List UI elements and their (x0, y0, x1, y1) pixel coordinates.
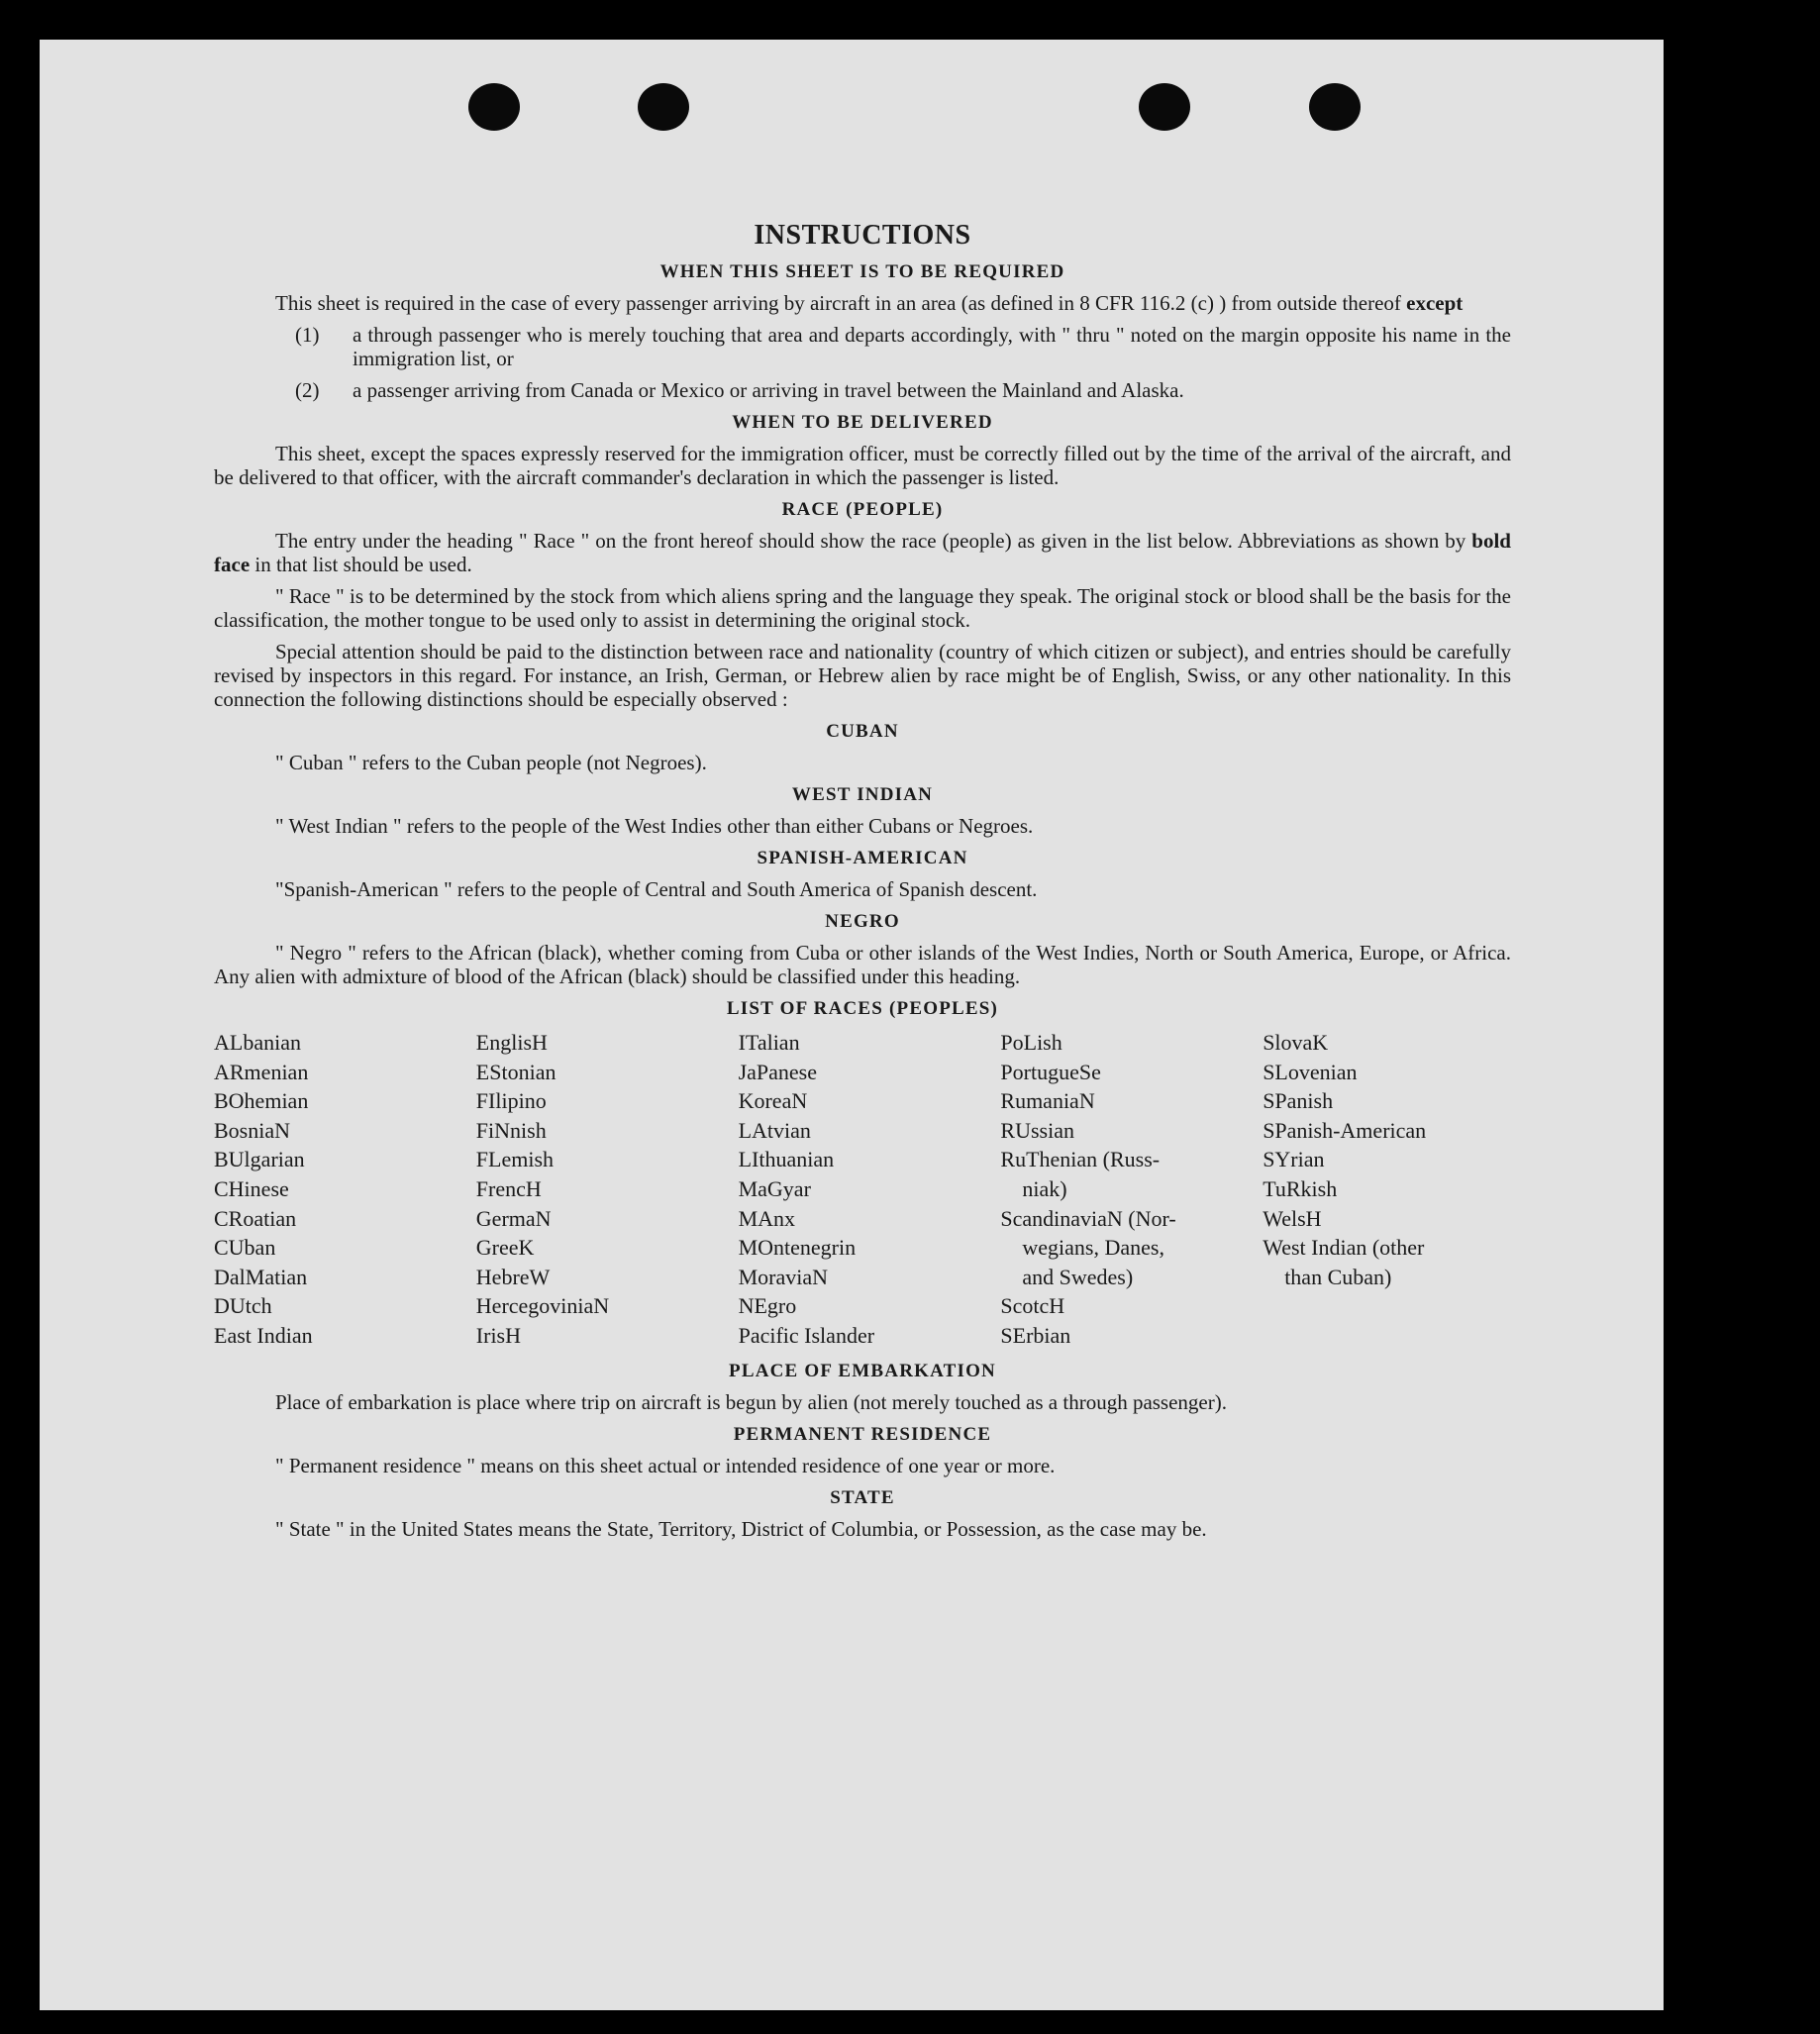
paragraph-race-1: The entry under the heading " Race " on the front hereof should show the race (people) as given in the list below. Abbreviations as shown by bold face in that list should be used. (214, 529, 1511, 576)
race-entry: MOntenegrin (738, 1235, 857, 1261)
race-entry: ITalian (738, 1030, 800, 1055)
paragraph-permanent-residence: " Permanent residence " means on this sheet actual or intended residence of one year or more. (275, 1453, 1056, 1477)
race-entry: SPanish-American (1263, 1117, 1427, 1143)
document-page (40, 40, 1664, 2010)
heading-list-of-races: LIST OF RACES (PEOPLES) (726, 998, 999, 1019)
paragraph-west-indian: " West Indian " refers to the people of the West Indies other than either Cubans or Negroes. (275, 814, 1034, 838)
list-item: (1) a through passenger who is merely touching that area and departs accordingly, with " thru " noted on the margin opposite his name in the immigration list, or (295, 323, 1511, 370)
paragraph-spanish-american: "Spanish-American " refers to the people of Central and South America of Spanish descent. (275, 877, 1038, 901)
punch-hole (1309, 83, 1361, 131)
race-entry: DUtch (214, 1293, 272, 1319)
paragraph-cuban: " Cuban " refers to the Cuban people (not Negroes). (275, 751, 707, 774)
race-entry: GermaN (475, 1205, 552, 1231)
race-entry: SLovenian (1263, 1059, 1358, 1084)
race-entry: FIlipino (475, 1088, 547, 1114)
race-entry: FiNnish (475, 1117, 547, 1143)
race-entry: PoLish (1000, 1030, 1062, 1055)
race-entry: Pacific Islander (738, 1322, 875, 1348)
punch-hole (638, 83, 689, 131)
race-entry: WelsH (1263, 1205, 1322, 1231)
race-entry: niak) (1000, 1175, 1067, 1201)
race-entry: RumaniaN (1000, 1088, 1095, 1114)
paragraph-state: " State " in the United States means the State, Territory, District of Columbia, or Possession, as the case may be. (275, 1516, 1207, 1541)
heading-race: RACE (PEOPLE) (781, 499, 944, 520)
race-entry: DalMatian (214, 1264, 308, 1289)
race-entry: GreeK (475, 1235, 535, 1261)
punch-hole (1139, 83, 1190, 131)
paragraph-required: This sheet is required in the case of every passenger arriving by aircraft in an area (as defined in 8 CFR 116.2 (c) ) from outside thereof except (275, 291, 1464, 315)
paragraph-negro: " Negro " refers to the African (black), whether coming from Cuba or other islands of the West Indies, North or South America, Europe, or Africa. Any alien with admixture of blood of the African (black) should be classified under this heading. (214, 941, 1511, 988)
race-entry: CHinese (214, 1175, 289, 1201)
race-entry: ALbanian (214, 1030, 301, 1055)
races-column (214, 1028, 462, 1351)
heading-state: STATE (830, 1486, 895, 1508)
race-entry: SErbian (1000, 1322, 1071, 1348)
paragraph-embarkation: Place of embarkation is place where trip on aircraft is begun by alien (not merely touched as a through passenger). (275, 1389, 1227, 1414)
race-entry: LIthuanian (738, 1147, 835, 1172)
race-entry: BosniaN (214, 1117, 290, 1143)
race-entry: SPanish (1263, 1088, 1334, 1114)
heading-permanent-residence: PERMANENT RESIDENCE (733, 1423, 992, 1445)
race-entry: PortugueSe (1000, 1059, 1101, 1084)
races-column (739, 1028, 987, 1351)
race-entry: BOhemian (214, 1088, 309, 1114)
race-entry: KoreaN (738, 1088, 808, 1114)
race-entry: LAtvian (738, 1117, 811, 1143)
heading-spanish-american: SPANISH-AMERICAN (757, 848, 968, 868)
race-entry: CUban (214, 1235, 276, 1261)
race-entry: TuRkish (1263, 1175, 1338, 1201)
race-entry: and Swedes) (1000, 1264, 1134, 1289)
paragraph-race-2: " Race " is to be determined by the stock from which aliens spring and the language they speak. The original stock or blood shall be the basis for the classification, the mother tongue to be used only to assist in determining the original stock. (214, 584, 1511, 632)
race-entry: ScotcH (1000, 1293, 1065, 1319)
race-entry: ScandinaviaN (Nor- (1000, 1205, 1176, 1231)
page-title: INSTRUCTIONS (754, 220, 971, 251)
heading-west-indian: WEST INDIAN (791, 784, 934, 805)
race-entry: West Indian (other (1263, 1235, 1425, 1261)
race-entry: RuThenian (Russ- (1000, 1147, 1161, 1172)
heading-negro: NEGRO (825, 911, 900, 932)
paragraph-race-3: Special attention should be paid to the distinction between race and nationality (country of which citizen or subject), and entries should be carefully revised by inspectors in this regard. For instance, an Irish, German, or Hebrew alien by race might be of English, Swiss, or any other nationality. In this connection the following distinctions should be especially observed : (214, 640, 1511, 711)
race-entry: ARmenian (214, 1059, 309, 1084)
heading-delivered: WHEN TO BE DELIVERED (732, 412, 993, 433)
race-entry: EnglisH (475, 1030, 548, 1055)
race-entry: FLemish (475, 1147, 555, 1172)
races-list (214, 1028, 1511, 1351)
instructions-body (214, 178, 1511, 1549)
race-entry: IrisH (475, 1322, 522, 1348)
punch-hole (468, 83, 520, 131)
race-entry: NEgro (738, 1293, 797, 1319)
race-entry: than Cuban) (1263, 1264, 1392, 1289)
race-entry: MoraviaN (738, 1264, 829, 1289)
races-column (476, 1028, 725, 1351)
race-entry: SlovaK (1263, 1030, 1329, 1055)
heading-embarkation: PLACE OF EMBARKATION (729, 1360, 996, 1381)
heading-required: WHEN THIS SHEET IS TO BE REQUIRED (659, 261, 1065, 282)
races-column (1000, 1028, 1249, 1351)
race-entry: MaGyar (738, 1175, 811, 1201)
heading-cuban: CUBAN (826, 721, 899, 742)
paragraph-delivered: This sheet, except the spaces expressly reserved for the immigration officer, must be correctly filled out by the time of the arrival of the aircraft, and be delivered to that officer, with the aircraft commander's declaration in which the passenger is listed. (214, 442, 1511, 489)
race-entry: East Indian (214, 1322, 313, 1348)
race-entry: SYrian (1263, 1147, 1325, 1172)
race-entry: JaPanese (738, 1059, 818, 1084)
list-item: (2) a passenger arriving from Canada or Mexico or arriving in travel between the Mainland and Alaska. (295, 378, 1184, 402)
race-entry: HebreW (475, 1264, 551, 1289)
race-entry: BUlgarian (214, 1147, 305, 1172)
races-column (1263, 1028, 1511, 1351)
race-entry: RUssian (1000, 1117, 1074, 1143)
race-entry: CRoatian (214, 1205, 297, 1231)
race-entry: FrencH (475, 1175, 542, 1201)
race-entry: MAnx (738, 1205, 796, 1231)
race-entry: HercegoviniaN (475, 1293, 610, 1319)
race-entry: EStonian (475, 1059, 556, 1084)
race-entry: wegians, Danes, (1000, 1235, 1164, 1261)
